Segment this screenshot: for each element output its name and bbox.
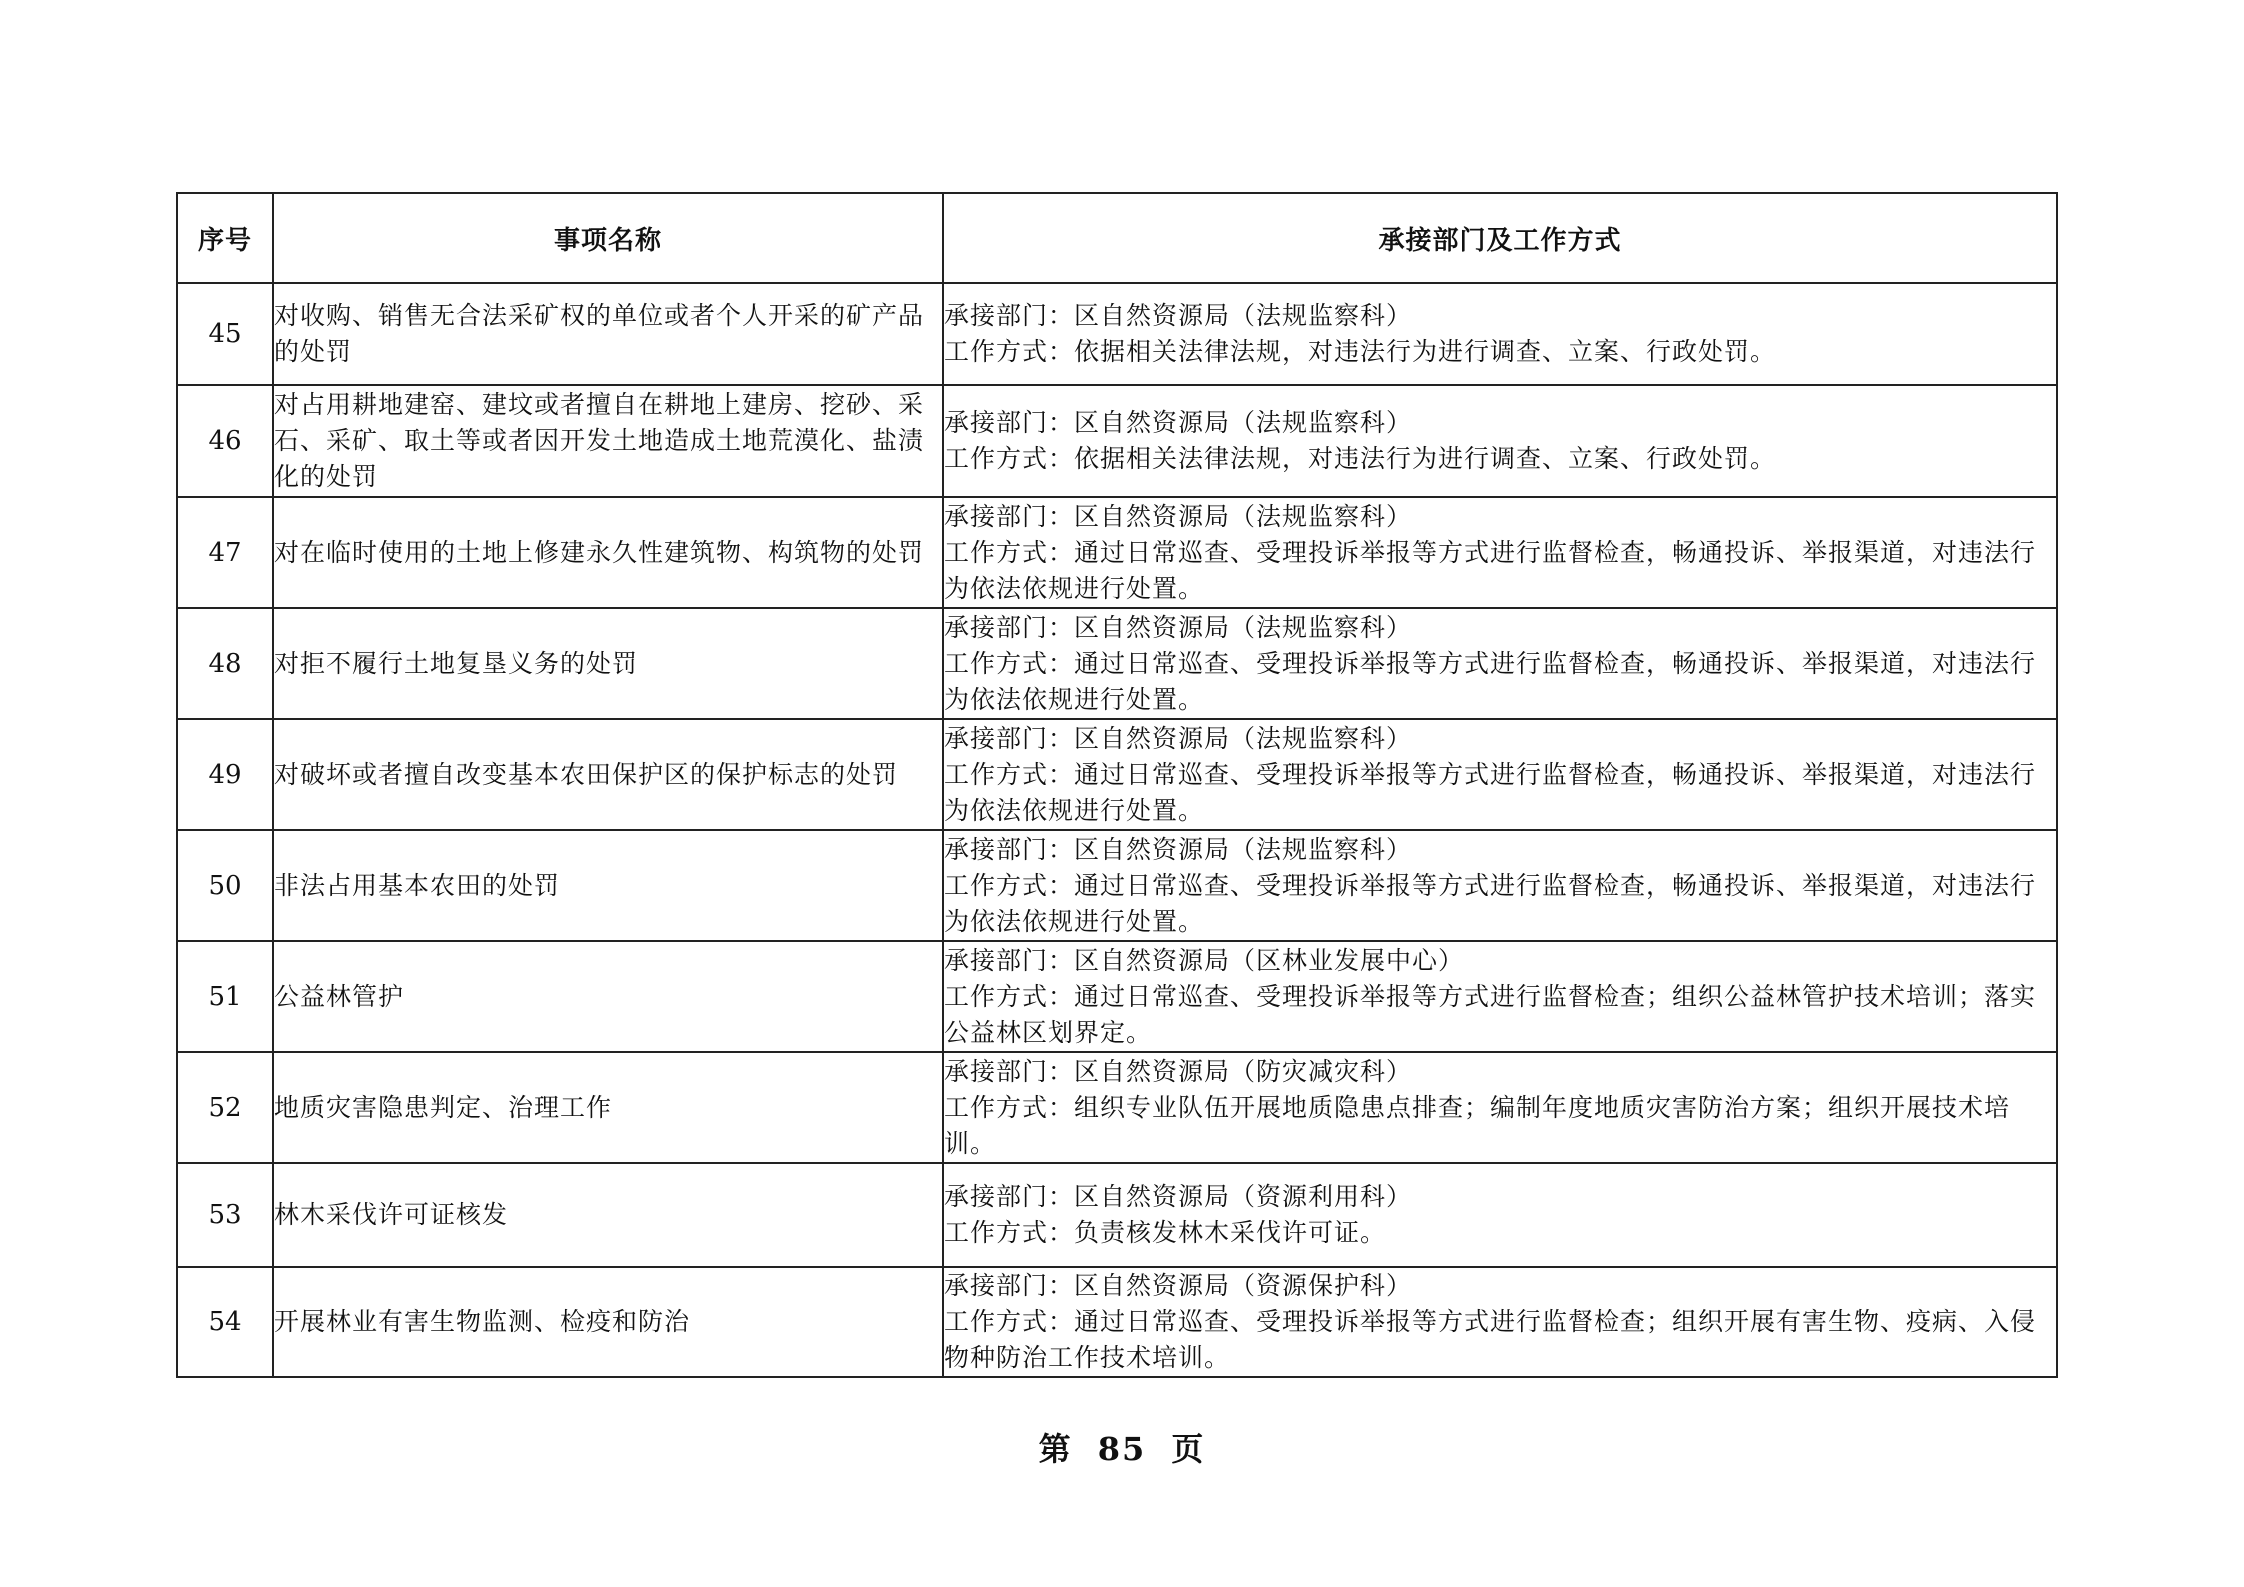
row-name: 对拒不履行土地复垦义务的处罚: [273, 608, 943, 719]
table-header-row: [177, 193, 2057, 283]
row-dept: 承接部门：区自然资源局（区林业发展中心）: [944, 945, 1465, 975]
row-no: 47: [177, 497, 273, 608]
row-name: 非法占用基本农田的处罚: [273, 830, 943, 941]
table-row: [177, 719, 2057, 830]
row-method: 工作方式：依据相关法律法规，对违法行为进行调查、立案、行政处罚。: [944, 337, 1777, 366]
row-dept: 承接部门：区自然资源局（法规监察科）: [944, 612, 1413, 642]
footer-prefix: 第: [1038, 1430, 1073, 1468]
row-dept: 承接部门：区自然资源局（法规监察科）: [944, 723, 1413, 753]
table-row: [177, 283, 2057, 385]
row-dept-cell: [943, 497, 2057, 608]
row-dept: 承接部门：区自然资源局（法规监察科）: [944, 301, 1413, 330]
row-method: 工作方式：组织专业队伍开展地质隐患点排查；编制年度地质灾害防治方案；组织开展技术培训。: [944, 1092, 2011, 1158]
row-name: 开展林业有害生物监测、检疫和防治: [273, 1267, 943, 1377]
row-dept-cell: [943, 830, 2057, 941]
items-table: [176, 192, 2058, 1378]
row-method: 工作方式：通过日常巡查、受理投诉举报等方式进行监督检查，畅通投诉、举报渠道，对违法行为依法依规进行处置。: [944, 648, 2037, 714]
page-number: 85: [1097, 1430, 1147, 1468]
row-method: 工作方式：通过日常巡查、受理投诉举报等方式进行监督检查，畅通投诉、举报渠道，对违法行为依法依规进行处置。: [944, 870, 2037, 936]
row-no: 51: [177, 941, 273, 1052]
row-dept-cell: [943, 608, 2057, 719]
row-name: 地质灾害隐患判定、治理工作: [273, 1052, 943, 1163]
row-no: 48: [177, 608, 273, 719]
row-dept-cell: [943, 283, 2057, 385]
row-dept-cell: [943, 719, 2057, 830]
row-dept-cell: [943, 1163, 2057, 1267]
row-method: 工作方式：通过日常巡查、受理投诉举报等方式进行监督检查，畅通投诉、举报渠道，对违法行为依法依规进行处置。: [944, 759, 2037, 825]
row-no: 49: [177, 719, 273, 830]
row-name: 公益林管护: [273, 941, 943, 1052]
table-row: [177, 1052, 2057, 1163]
row-name: 林木采伐许可证核发: [273, 1163, 943, 1267]
row-name: 对在临时使用的土地上修建永久性建筑物、构筑物的处罚: [273, 497, 943, 608]
page-footer: [0, 1424, 2244, 1470]
row-no: 54: [177, 1267, 273, 1377]
row-no: 50: [177, 830, 273, 941]
row-dept: 承接部门：区自然资源局（法规监察科）: [944, 408, 1413, 437]
row-name: 对破坏或者擅自改变基本农田保护区的保护标志的处罚: [273, 719, 943, 830]
row-method: 工作方式：负责核发林木采伐许可证。: [944, 1218, 1387, 1247]
row-method: 工作方式：通过日常巡查、受理投诉举报等方式进行监督检查；组织公益林管护技术培训；落实公益林区划界定。: [944, 981, 2037, 1047]
row-dept: 承接部门：区自然资源局（防灾减灾科）: [944, 1056, 1413, 1086]
table-row: [177, 385, 2057, 497]
header-dept: 承接部门及工作方式: [943, 193, 2057, 283]
row-no: 45: [177, 283, 273, 385]
table-row: [177, 497, 2057, 608]
row-dept: 承接部门：区自然资源局（法规监察科）: [944, 501, 1413, 531]
table-row: [177, 1163, 2057, 1267]
header-name: 事项名称: [273, 193, 943, 283]
row-dept: 承接部门：区自然资源局（资源保护科）: [944, 1271, 1413, 1300]
row-dept: 承接部门：区自然资源局（法规监察科）: [944, 834, 1413, 864]
table-row: [177, 941, 2057, 1052]
row-dept-cell: [943, 1052, 2057, 1163]
row-method: 工作方式：依据相关法律法规，对违法行为进行调查、立案、行政处罚。: [944, 444, 1777, 473]
footer-suffix: 页: [1171, 1430, 1206, 1468]
table-row: [177, 1267, 2057, 1377]
row-dept-cell: [943, 385, 2057, 497]
row-dept-cell: [943, 941, 2057, 1052]
row-method: 工作方式：通过日常巡查、受理投诉举报等方式进行监督检查，畅通投诉、举报渠道，对违法行为依法依规进行处置。: [944, 537, 2037, 603]
row-name: 对占用耕地建窑、建坟或者擅自在耕地上建房、挖砂、采石、采矿、取土等或者因开发土地造成土地荒漠化、盐渍化的处罚: [273, 385, 943, 497]
row-no: 52: [177, 1052, 273, 1163]
row-no: 53: [177, 1163, 273, 1267]
table-row: [177, 608, 2057, 719]
row-name: 对收购、销售无合法采矿权的单位或者个人开采的矿产品的处罚: [273, 283, 943, 385]
row-dept: 承接部门：区自然资源局（资源利用科）: [944, 1182, 1413, 1211]
header-no: 序号: [177, 193, 273, 283]
row-dept-cell: [943, 1267, 2057, 1377]
row-no: 46: [177, 385, 273, 497]
table-row: [177, 830, 2057, 941]
row-method: 工作方式：通过日常巡查、受理投诉举报等方式进行监督检查；组织开展有害生物、疫病、入侵物种防治工作技术培训。: [944, 1307, 2037, 1372]
